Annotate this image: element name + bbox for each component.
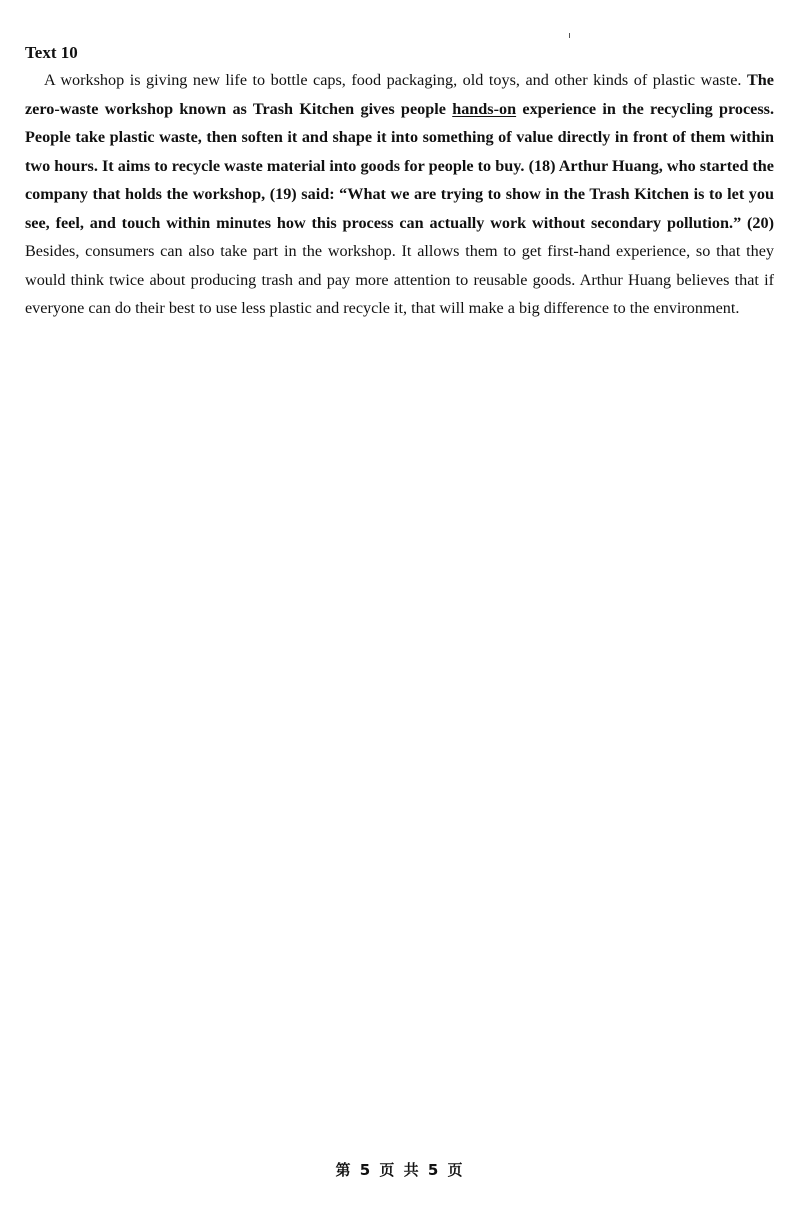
passage-segment-bold-2: experience in the recycling process. People take plastic waste, then soften it and shape it into something of value directly in front of them within two hours. It aims to recycle waste material into goods for people to buy. (18) Arthur Huang, who started the company that holds the workshop, (19) said: “What we are trying to show in the Trash Kitchen is to let you see, feel, and touch within minutes how this process can actually work without secondary pollution.” (20) <box>25 99 774 232</box>
page-number-footer: 第 5 页 共 5 页 <box>335 1161 465 1179</box>
text-title: Text 10 <box>25 43 78 62</box>
passage-paragraph <box>25 66 774 323</box>
passage-segment-intro: A workshop is giving new life to bottle caps, food packaging, old toys, and other kinds of plastic waste. <box>44 71 747 89</box>
scan-mark <box>569 33 570 38</box>
passage-segment-closing: Besides, consumers can also take part in the workshop. It allows them to get first-hand experience, so that they would think twice about producing trash and pay more attention to reusable goods. Arthur Huang believes that if everyone can do their best to use less plastic and recycle it, that will make a big difference to the environment. <box>25 242 774 317</box>
underlined-term: hands-on <box>452 99 517 118</box>
passage-segment-bold-1: The zero-waste workshop known as Trash Kitchen gives people <box>25 71 774 118</box>
